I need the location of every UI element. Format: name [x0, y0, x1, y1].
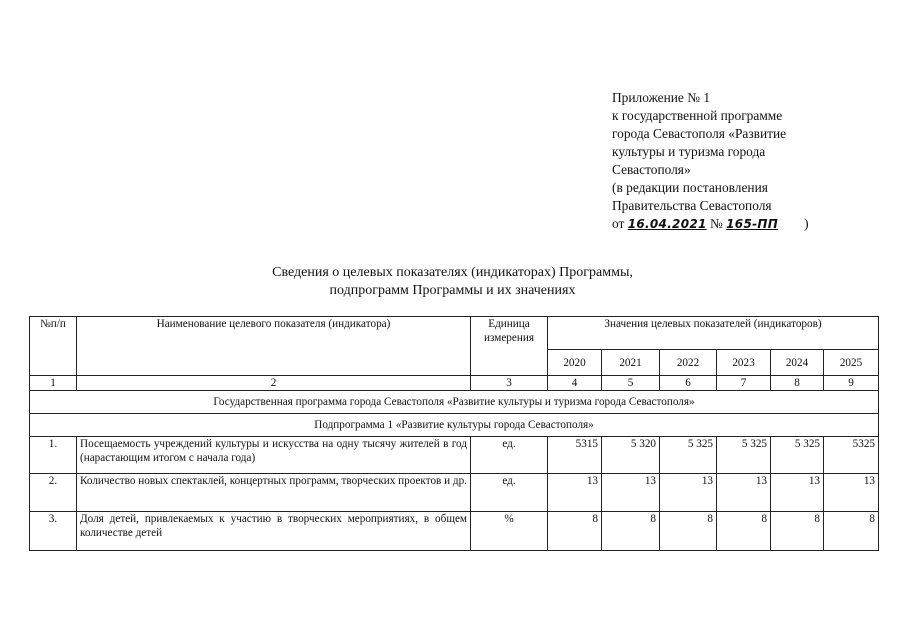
- table-row: [30, 437, 879, 474]
- year-cell: 2021: [602, 350, 660, 376]
- appendix-block: [612, 89, 852, 233]
- header-unit: Единица измерения: [471, 317, 548, 376]
- row-unit: %: [471, 512, 548, 551]
- row-value: 13: [660, 474, 717, 512]
- row-name: Доля детей, привлекаемых к участию в творческих мероприятиях, в общем количестве детей: [77, 512, 471, 551]
- col-number: 1: [30, 376, 77, 391]
- row-value: 5 325: [660, 437, 717, 474]
- program-title: Государственная программа города Севастополя «Развитие культуры и туризма города Севастополя»: [30, 391, 879, 414]
- title-line-2: подпрограмм Программы и их значениях: [329, 283, 576, 298]
- row-name: Количество новых спектаклей, концертных программ, творческих проектов и др.: [77, 474, 471, 512]
- document-title: [0, 264, 905, 300]
- row-value: 5325: [824, 437, 879, 474]
- row-value: 8: [548, 512, 602, 551]
- row-value: 5 325: [771, 437, 824, 474]
- indicators-table: [29, 316, 879, 551]
- close-paren: ): [804, 216, 809, 231]
- appendix-line: Правительства Севастополя: [612, 198, 772, 213]
- row-value: 8: [824, 512, 879, 551]
- table-row: [30, 512, 879, 551]
- header-row: [30, 317, 879, 350]
- number-sign: №: [710, 216, 723, 231]
- row-value: 5315: [548, 437, 602, 474]
- row-value: 13: [548, 474, 602, 512]
- header-num: №п/п: [30, 317, 77, 376]
- appendix-line: Севастополя»: [612, 162, 691, 177]
- from-label: от: [612, 216, 625, 231]
- row-value: 5 325: [717, 437, 771, 474]
- handwritten-number: 165-ПП: [726, 217, 779, 231]
- subprogram-row: [30, 414, 879, 437]
- row-value: 13: [824, 474, 879, 512]
- year-cell: 2024: [771, 350, 824, 376]
- handwritten-date: 16.04.2021: [627, 217, 707, 231]
- row-value: 5 320: [602, 437, 660, 474]
- col-number: 5: [602, 376, 660, 391]
- row-value: 13: [717, 474, 771, 512]
- title-line-1: Сведения о целевых показателях (индикаторах) Программы,: [272, 265, 633, 280]
- row-value: 13: [771, 474, 824, 512]
- col-number: 2: [77, 376, 471, 391]
- appendix-line: города Севастополя «Развитие: [612, 126, 787, 141]
- column-numbers-row: [30, 376, 879, 391]
- header-values-group: Значения целевых показателей (индикаторов): [548, 317, 879, 350]
- row-value: 8: [771, 512, 824, 551]
- appendix-line: к государственной программе: [612, 108, 783, 123]
- program-row: [30, 391, 879, 414]
- col-number: 7: [717, 376, 771, 391]
- col-number: 9: [824, 376, 879, 391]
- col-number: 6: [660, 376, 717, 391]
- appendix-line: (в редакции постановления: [612, 180, 768, 195]
- year-cell: 2020: [548, 350, 602, 376]
- subprogram-title: Подпрограмма 1 «Развитие культуры города Севастополя»: [30, 414, 879, 437]
- appendix-date-line: [612, 215, 852, 233]
- row-name: Посещаемость учреждений культуры и искусства на одну тысячу жителей в год (нарастающим итогом с начала года): [77, 437, 471, 474]
- year-cell: 2022: [660, 350, 717, 376]
- row-num: 1.: [30, 437, 77, 474]
- col-number: 8: [771, 376, 824, 391]
- row-num: 3.: [30, 512, 77, 551]
- year-cell: 2025: [824, 350, 879, 376]
- row-value: 8: [717, 512, 771, 551]
- appendix-line: Приложение № 1: [612, 90, 711, 105]
- row-unit: ед.: [471, 474, 548, 512]
- row-value: 8: [602, 512, 660, 551]
- header-name: Наименование целевого показателя (индикатора): [77, 317, 471, 376]
- col-number: 4: [548, 376, 602, 391]
- year-cell: 2023: [717, 350, 771, 376]
- row-num: 2.: [30, 474, 77, 512]
- row-value: 13: [602, 474, 660, 512]
- col-number: 3: [471, 376, 548, 391]
- appendix-line: культуры и туризма города: [612, 144, 766, 159]
- row-unit: ед.: [471, 437, 548, 474]
- table-row: [30, 474, 879, 512]
- row-value: 8: [660, 512, 717, 551]
